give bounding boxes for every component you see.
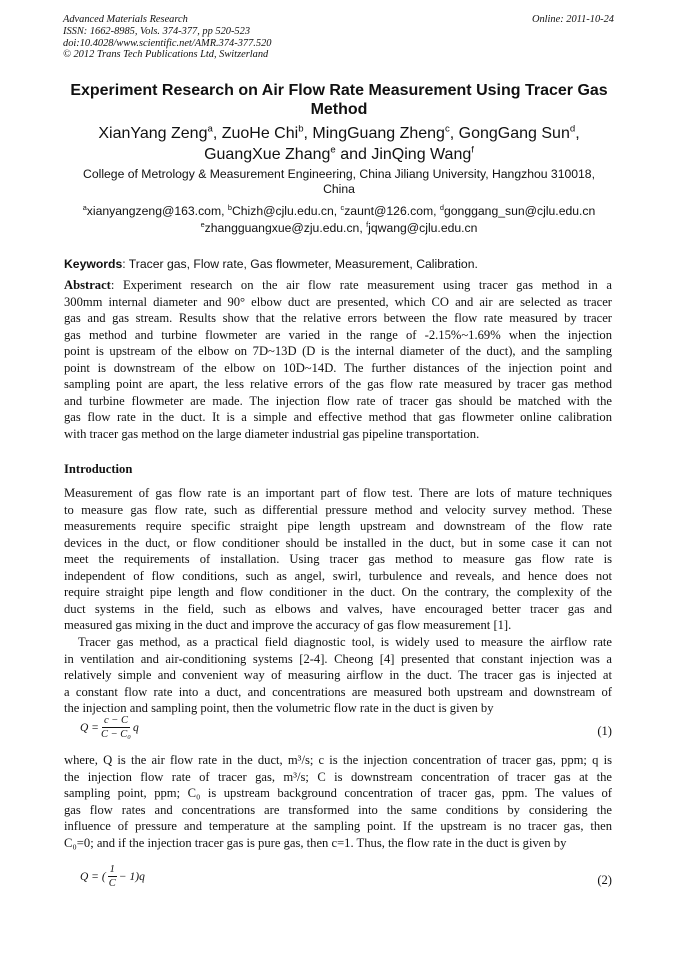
journal-header	[63, 14, 271, 61]
author: MingGuang Zheng	[312, 125, 445, 142]
affil-mark: c	[340, 202, 345, 212]
author: GongGang Sun	[458, 125, 570, 142]
affil-mark: a	[207, 123, 213, 135]
email-link[interactable]: jqwang@cjlu.edu.cn	[368, 220, 478, 235]
affil-mark: d	[569, 123, 576, 135]
paragraph-line: C₀=0; and if the injection tracer gas is pure gas, then c=1. Thus, the flow rate in the duct is given by	[64, 835, 567, 850]
author: JinQing Wang	[371, 146, 472, 163]
paragraph-line: the injection and sampling point, then the volumetric flow rate in the duct is given by	[64, 701, 494, 716]
abstract-line: with tracer gas method on the large diameter industrial gas pipeline transportation.	[64, 426, 480, 441]
email-link[interactable]: zaunt@126.com	[344, 204, 434, 218]
paragraph-line: sampling point, ppm; C₀ is upstream background concentration of tracer gas, ppm. The values of	[64, 786, 612, 801]
abstract-line: and turbine flowmeter are made. The injection flow rate of tracer gas should be matched with the	[64, 393, 612, 408]
intro-paragraph-1	[64, 485, 612, 634]
paragraph-line: influence of pressure and temperature at the sampling point. If the upstream is no tracer gas, then	[64, 819, 612, 834]
paragraph-line: devices in the duct, or flow conditioner should be installed in the duct, but in some case it can not	[64, 535, 612, 550]
equation-2	[80, 863, 145, 890]
equation-1	[80, 714, 139, 741]
section-heading: Introduction	[64, 462, 133, 476]
paragraph-line: in ventilation and air-conditioning systems [2-4]. Cheong [4] presented that constant injection was a	[64, 651, 612, 666]
author: ZuoHe Chi	[221, 125, 299, 142]
eq-denominator: C	[108, 878, 116, 889]
email-link[interactable]: gonggang_sun@cjlu.edu.cn	[444, 204, 596, 218]
abstract-line: sampling point are apart, the less relative errors of the gas flow rate measured by tracer gas method	[64, 377, 612, 392]
paragraph-line: relatively simple and convenient way of measuring airflow in the duct. The tracer gas is injected at	[64, 668, 612, 683]
paragraph-line: a constant flow rate into a duct, and concentrations are measured both upstream and downstream of	[64, 684, 612, 699]
keywords-text: : Tracer gas, Flow rate, Gas flowmeter, Measurement, Calibration.	[122, 257, 478, 271]
abstract-line	[64, 277, 612, 294]
affiliation-line: China	[323, 182, 355, 196]
affiliation-line: College of Metrology & Measurement Engineering, China Jiliang University, Hangzhou 310018,	[83, 167, 595, 181]
author: GuangXue Zhang	[204, 146, 331, 163]
email-link[interactable]: xianyangzeng@163.com	[86, 204, 222, 218]
abstract-text: : Experiment research on the air flow rate measurement using tracer gas method in a	[110, 278, 612, 292]
affil-mark: c	[444, 123, 450, 135]
keywords-label: Keywords	[64, 257, 123, 271]
equation-number: (2)	[597, 873, 612, 887]
header-line: Advanced Materials Research	[63, 14, 188, 25]
abstract-line: point is upstream of the elbow on 7D~13D (D is the internal diameter of the duct), and the sampling	[64, 344, 612, 359]
keywords	[64, 257, 478, 271]
paragraph-line: Tracer gas method, as a practical field diagnostic tool, is widely used to measure the airflow rate	[78, 635, 612, 649]
affil-mark: b	[227, 202, 232, 212]
abstract-line: point is downstream of the elbow on 10D~14D. The further distances of the injection point and	[64, 360, 612, 375]
affil-mark: a	[82, 202, 87, 212]
abstract	[64, 277, 612, 442]
paragraph-line: to measure gas flow rate, such as differential pressure method and velocity survey method. These	[64, 502, 612, 517]
affil-mark: b	[298, 123, 304, 135]
title-line: Method	[310, 101, 368, 118]
paragraph-line: independent of flow conditions, such as angel, swirl, turbulence and reveals, and hence does not	[64, 568, 612, 583]
abstract-line: gas method and turbine flowmeter are varied in the range of -2.15%~1.69% when the injection	[64, 327, 612, 342]
email-list: $^a$xianyangzeng@163.com, $^b$Chizh@cjlu.edu.cn, $^c$zaunt@126.com, $^d$gonggang_sun@cjlu.edu.cn $^e$zhangguangxue@zju.edu.cn, $^f$jqwang@cjlu.edu.cn	[82, 202, 596, 235]
eq-rhs: − 1)q	[118, 870, 145, 883]
eq-lhs: Q = (	[80, 870, 106, 883]
email-link[interactable]: zhangguangxue@zju.edu.cn	[204, 220, 360, 235]
author-list: XianYang Zeng$^a$, ZuoHe Chi$^b$, MingGuang Zheng$^c$, GongGang Sun$^d$, GuangXue Zhang$^e$ and JinQing Wang$^f$	[98, 123, 580, 163]
eq-numerator: 1	[109, 864, 115, 875]
email-link[interactable]: Chizh@cjlu.edu.cn	[231, 204, 334, 218]
intro-paragraph-2	[64, 634, 612, 717]
abstract-line: gas and gas stream. Results show that the relative errors between the flow rate measured by tracer	[64, 311, 612, 326]
paragraph-line: duct systems in the field, such as elbows and valves, have encouraged better tracer gas and	[64, 601, 612, 616]
header-line: ISSN: 1662-8985, Vols. 374-377, pp 520-523	[63, 25, 251, 37]
affil-mark: e	[200, 219, 205, 229]
eq-denominator: C − C₀	[100, 729, 131, 740]
abstract-line: 300mm internal diameter and 90° elbow duct are presented, which CO and air are selected as tracer	[64, 294, 612, 309]
header-line: © 2012 Trans Tech Publications Ltd, Switzerland	[63, 49, 269, 61]
paragraph-line: where, Q is the air flow rate in the duct, m³/s; c is the injection concentration of tracer gas, ppm; q is	[64, 753, 612, 767]
affil-mark: f	[366, 219, 369, 229]
paragraph-line: gas flow rates and concentrations are transformed into the same conditions by considering the	[64, 802, 612, 817]
affil-mark: e	[330, 144, 336, 156]
eq-lhs: Q =	[80, 721, 99, 734]
eq-numerator: c − C	[103, 715, 128, 726]
equation-number: (1)	[597, 724, 612, 738]
eq-rhs: q	[132, 721, 139, 734]
paragraph-line: require straight pipe length and flow conditioner in the duct. On the contrary, the complexity of the	[64, 585, 612, 600]
header-line: doi:10.4028/www.scientific.net/AMR.374-377.520	[63, 37, 272, 49]
affil-mark: d	[439, 202, 444, 212]
and-text: and	[335, 146, 372, 163]
abstract-label: Abstract	[64, 278, 111, 292]
eq-fraction	[108, 863, 117, 890]
affiliation	[40, 167, 638, 197]
online-date: Online: 2011-10-24	[531, 14, 614, 25]
paragraph-line: measured gas mixing in the duct and improve the accuracy of gas flow measurement [1].	[64, 618, 512, 633]
paragraph-line: the injection flow rate of tracer gas, m³/s; C is downstream concentration of tracer gas at the	[64, 769, 612, 784]
paragraph-line: Measurement of gas flow rate is an important part of flow test. There are lots of mature techniques	[64, 486, 612, 500]
author: XianYang Zeng	[98, 125, 208, 142]
abstract-line: gas flow rate in the duct. It is a simple and effective method that gas flowmeter online calibration	[64, 410, 612, 425]
paragraph-line: measurements require specific straight pipe length upstream and downstream of the flow rate	[64, 519, 612, 534]
paper-title	[40, 81, 638, 119]
title-line: Experiment Research on Air Flow Rate Measurement Using Tracer Gas	[70, 82, 608, 99]
eq-fraction	[101, 714, 131, 741]
affil-mark: f	[471, 144, 474, 156]
paragraph-line: meet the requirements of installation. Using tracer gas method to measure gas flow rate is	[64, 552, 612, 567]
intro-paragraph-3	[64, 752, 612, 851]
